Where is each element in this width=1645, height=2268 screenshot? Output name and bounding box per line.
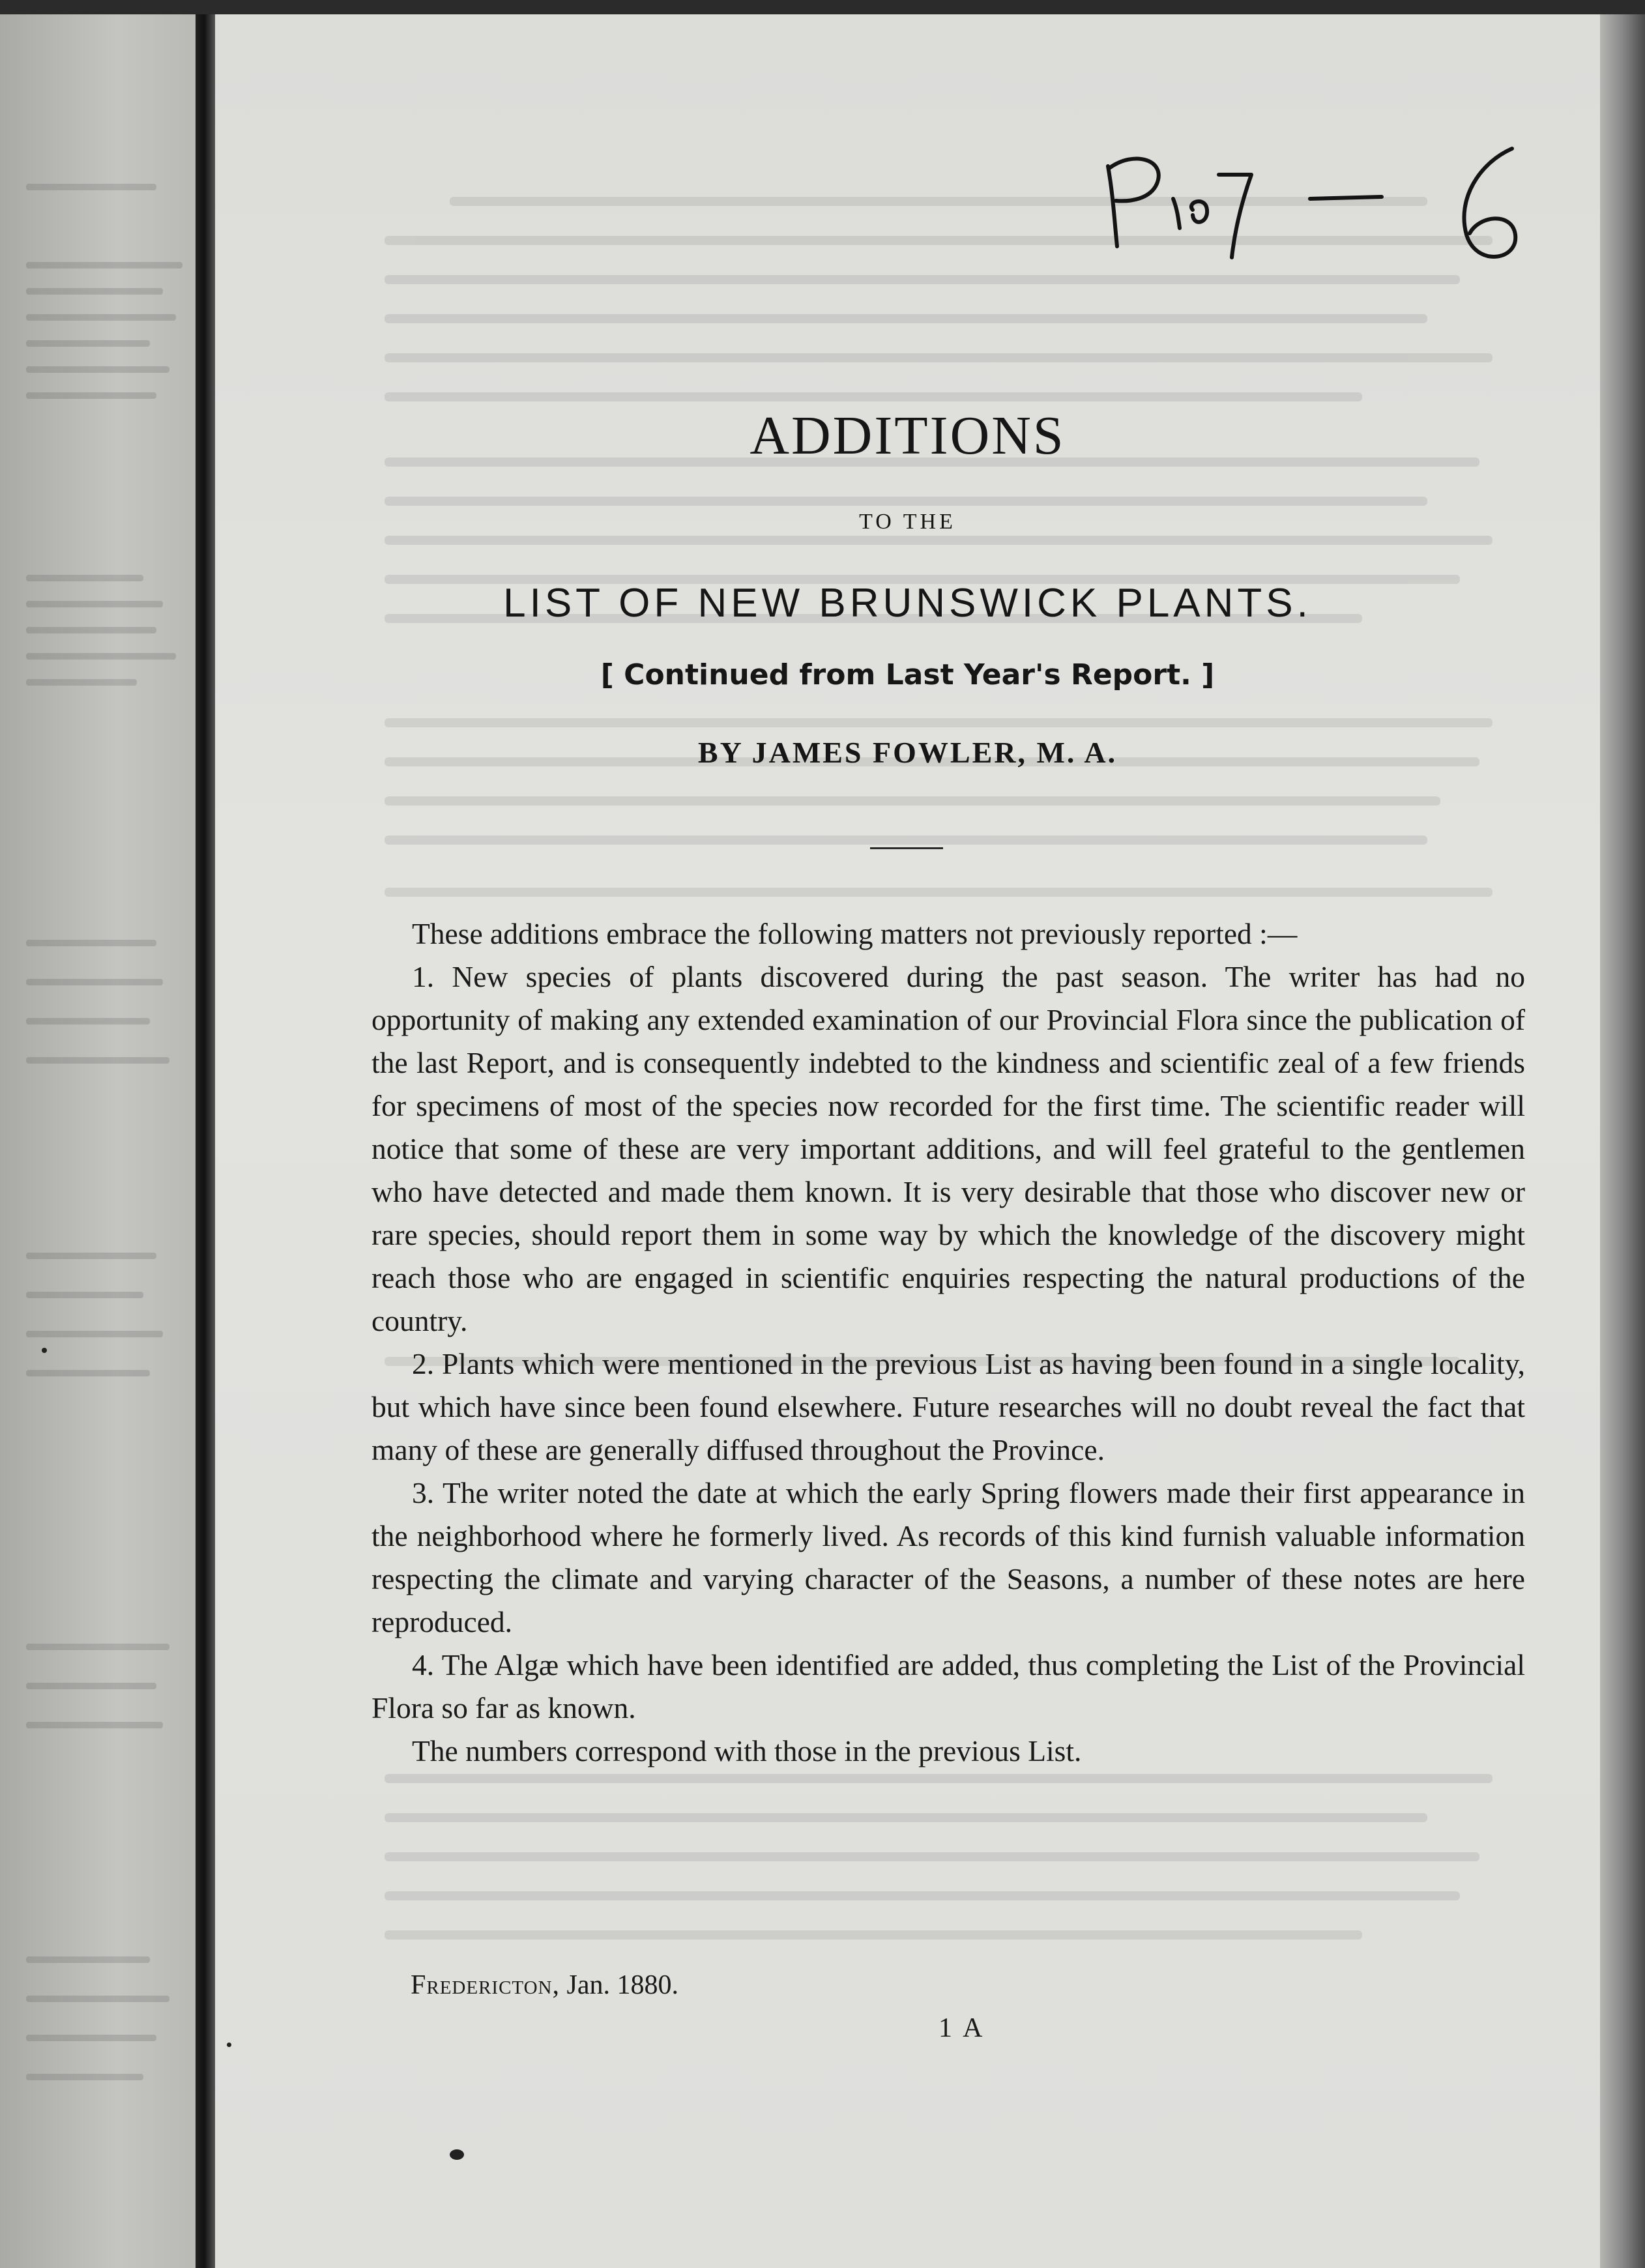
dust-speck — [227, 2043, 231, 2047]
page-edge-shadow — [1600, 0, 1645, 2268]
scan-top-border — [0, 0, 1645, 14]
dateline — [411, 1970, 678, 2001]
closing-paragraph: The numbers correspond with those in the previous List. — [412, 1734, 1082, 1767]
dateline-place: Fredericton, — [411, 1970, 560, 2000]
facing-page-bleed — [0, 14, 196, 2268]
paragraph-item-3: 3. The writer noted the date at which the early Spring flowers made their first appearance in the neighborhood where he formerly lived. As records of this kind furnish valuable information respecting the climate and varying character of the Seasons, a number of these notes are here reproduced. — [371, 1476, 1525, 1638]
dust-speck — [42, 1348, 47, 1353]
book-binding — [196, 0, 215, 2268]
title-connector: TO THE — [859, 510, 956, 534]
section-divider — [870, 847, 943, 849]
dateline-date: Jan. 1880. — [566, 1970, 678, 2000]
page-number: 1 A — [939, 2013, 985, 2043]
dust-speck — [450, 2149, 464, 2160]
list-title: LIST OF NEW BRUNSWICK PLANTS. — [503, 581, 1312, 626]
handwritten-pencil-annotation — [1095, 137, 1564, 274]
body-text — [371, 912, 1525, 1773]
paragraph-item-1: 1. New species of plants discovered during the past season. The writer has had no opportunity of making any extended examination of our Provincial Flora since the publication of the last Report, and is consequently indebted to the kindness and scientific zeal of a few friends for specimens of most of the species now recorded for the first time. The scientific reader will notice that some of these are very important additions, and will feel grateful to the gentlemen who have detected and made them known. It is very desirable that those who discover new or rare species, should report them in some way by which the knowledge of the discovery might reach those who are engaged in scientific enquiries respecting the natural productions of the country. — [371, 960, 1525, 1337]
author-line: BY JAMES FOWLER, M. A. — [697, 736, 1118, 769]
continued-note: [ Continued from Last Year's Report. ] — [600, 658, 1215, 691]
facing-page — [0, 14, 196, 2268]
intro-paragraph: These additions embrace the following matters not previously reported :— — [412, 917, 1298, 950]
paragraph-item-2: 2. Plants which were mentioned in the previous List as having been found in a single locality, but which have since been found elsewhere. Future researches will no doubt reveal the fact that many of these are generally diffused throughout the Province. — [371, 1347, 1525, 1466]
document-title: ADDITIONS — [750, 405, 1066, 466]
paragraph-item-4: 4. The Algæ which have been identified are added, thus completing the List of the Provincial Flora so far as known. — [371, 1648, 1525, 1724]
